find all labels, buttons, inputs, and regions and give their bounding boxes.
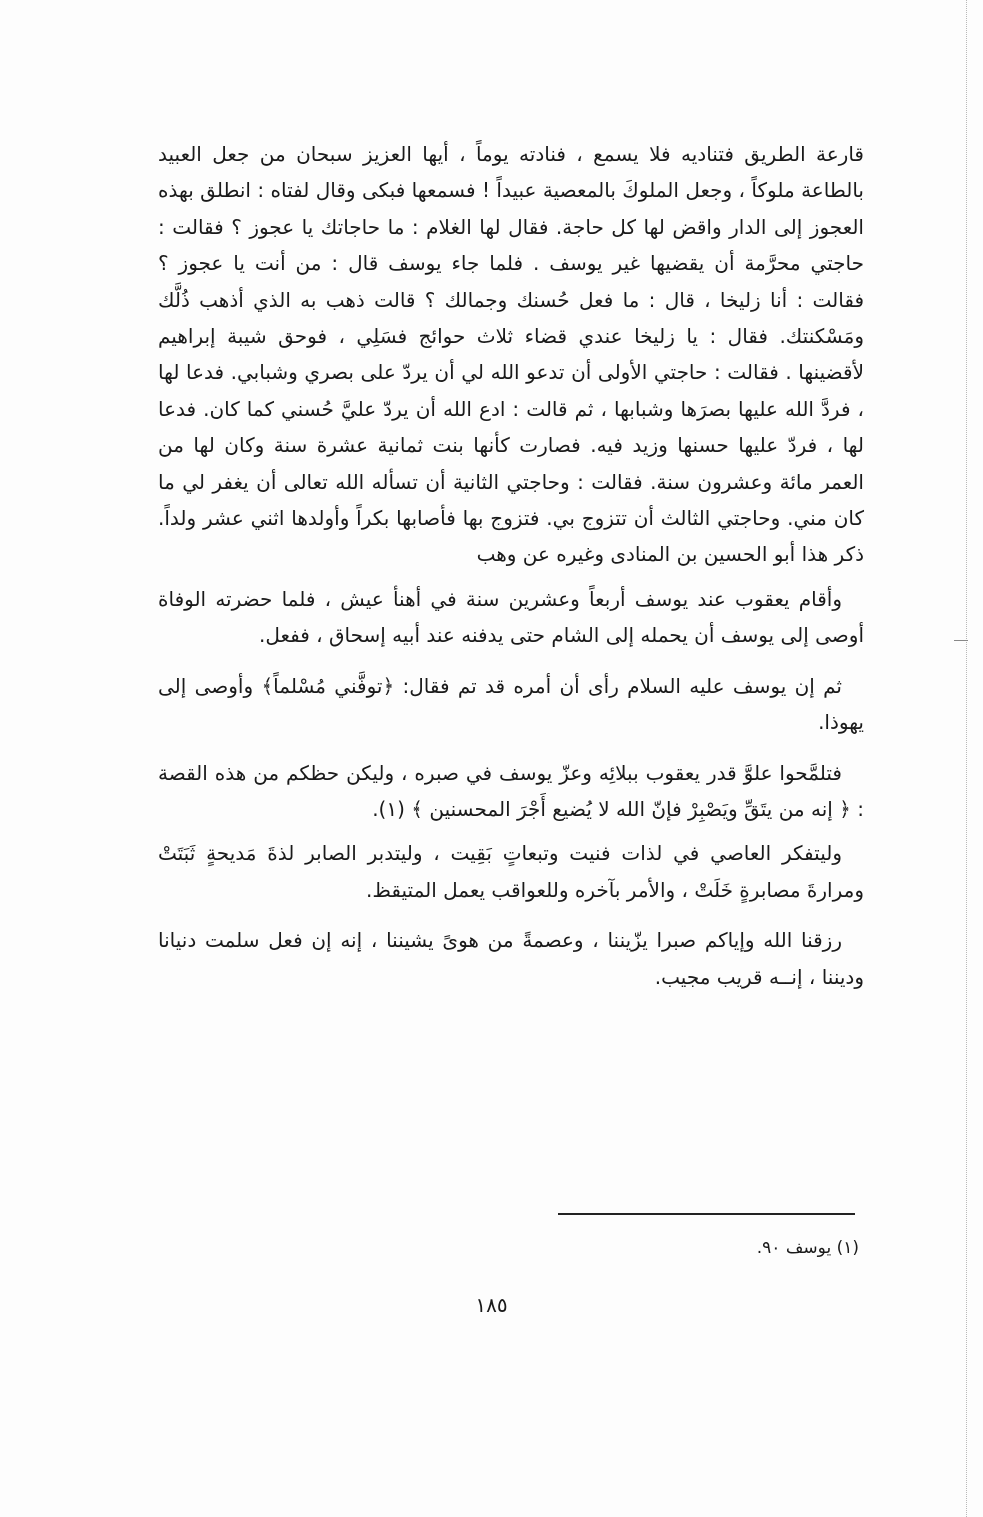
paragraph-yaqub-death: وأقام يعقوب عند يوسف أربعاً وعشرين سنة في أهنأ عيش ، فلما حضرته الوفاة أوصى إلى يوسف أن يحمله إلى الشام حتى يدفنه عند أبيه إسحاق ، ففعل. bbox=[158, 586, 864, 648]
footnote-separator bbox=[558, 1213, 855, 1215]
footnote: (١) يوسف ٩٠. bbox=[756, 1238, 859, 1258]
paragraph-supplication: رزقنا الله وإياكم صبرا يزّيننا ، وعصمةً من هوىً يشيننا ، إنه إن فعل سلمت دنيانا وديننا ، إنــه قريب مجيب. bbox=[158, 928, 864, 989]
page-edge-tick bbox=[954, 640, 968, 641]
main-text bbox=[158, 136, 864, 995]
page-number: ١٨٥ bbox=[475, 1293, 508, 1317]
paragraph-yusuf-prayer: ثم إن يوسف عليه السلام رأى أن أمره قد تم فقال: ﴿توفَّني مُسْلماً﴾ وأوصى إلى يهوذا. bbox=[158, 673, 864, 735]
paragraph-zuleikha-story: قارعة الطريق فتناديه فلا يسمع ، فنادته يوماً ، أيها العزيز سبحان من جعل العبيد بالطاعة ملوكاً ، وجعل الملوكَ بالمعصية عبيداً ! فسمعها فبكى وقال لفتاه : انطلق بهذه العجوز إلى الدار واقض لها كل حاجة. فقال لها الغلام : ما حاجاتك يا عجوز ؟ فقالت : حاجتي محرَّمة أن يقضيها غير يوسف . فلما جاء يوسف قال : من أنت يا عجوز ؟ فقالت : أنا زليخا ، قال : ما فعل حُسنك وجمالك ؟ قالت ذهب به الذي أذهب ذُلَّك ومَسْكنتك. فقال : يا زليخا عندي قضاء ثلاث حوائج فسَلِي ، فوحق شيبة إبراهيم لأقضينها . فقالت : حاجتي الأولى أن تدعو الله لي أن يردّ على بصري وشبابي. فدعا لها ، فردَّ الله عليها بصرَها وشبابها ، ثم قالت : ادع الله أن يردّ عليَّ حُسني كما كان. فدعا لها ، فردّ عليها حسنها وزيد فيه. فصارت كأنها بنت ثمانية عشرة سنة وكان لها من العمر مائة وعشرون سنة. فقالت : وحاجتي الثانية أن تسأله الله تعالى أن يغفر لي ما كان مني. وحاجتي الثالث أن تتزوج بي. فتزوج بها فأصابها بكراً وأولدها اثني عشر ولداً. ذكر هذا أبو الحسين بن المنادى وغيره عن وهب bbox=[158, 142, 864, 567]
page-edge-line bbox=[966, 0, 967, 1517]
paragraph-reflection: وليتفكر العاصي في لذات فنيت وتبعاتٍ بَقِيت ، وليتدبر الصابر لذةَ مَديحةٍ ثَبَتَتْ ومرارةَ مصابرةٍ خَلَتْ ، والأمر بآخره وللعواقب يعمل المتيقظ. bbox=[158, 841, 864, 902]
paragraph-lesson: فتلمَّحوا علوَّ قدر يعقوب ببلائِه وعزّ يوسف في صبره ، وليكن حظكم من هذه القصة : ﴿ إنه من يتَقِّ ويَصْبِرْ فإنّ الله لا يُضيع أَجْرَ المحسنين ﴾ (١). bbox=[158, 760, 864, 821]
